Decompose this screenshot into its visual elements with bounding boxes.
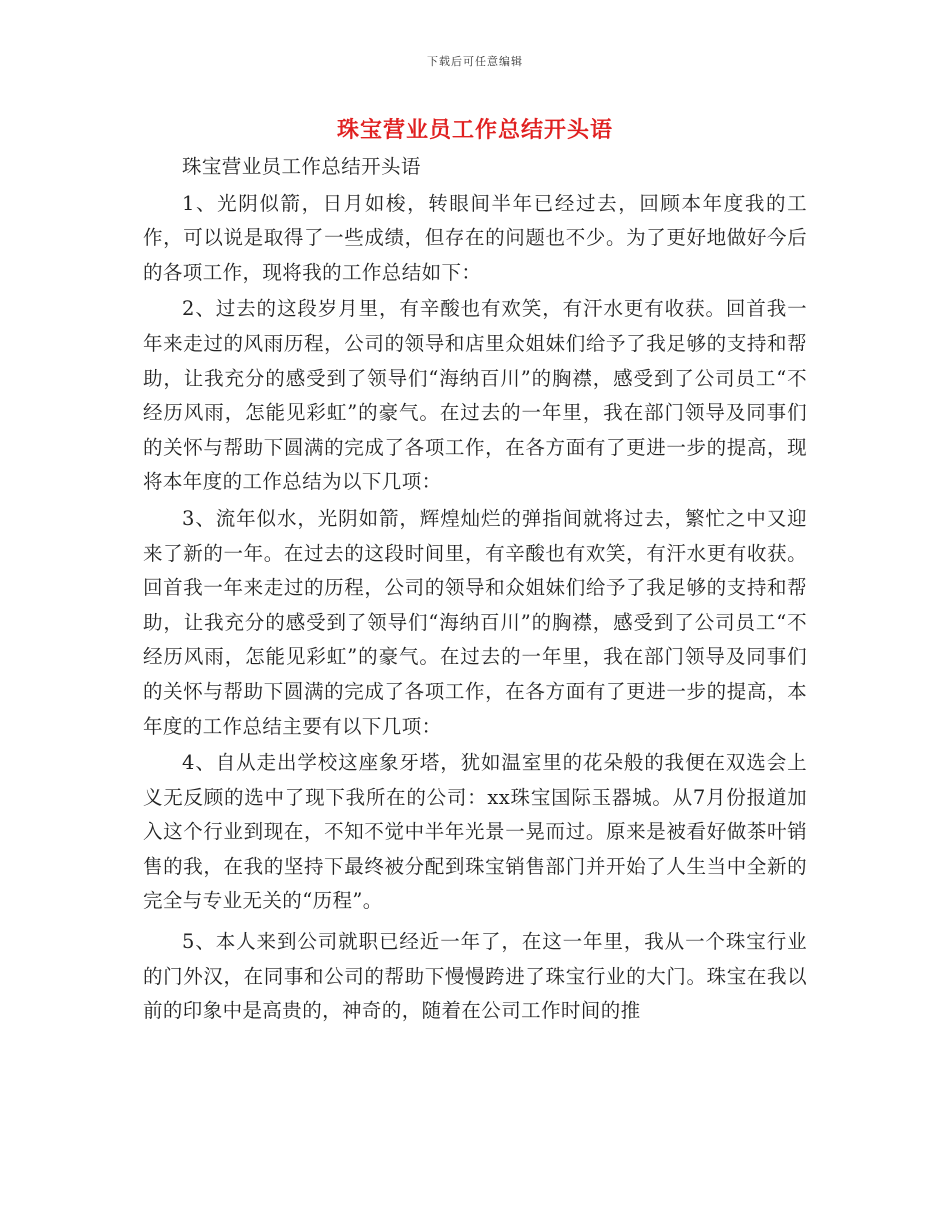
paragraph-5: 5、本人来到公司就职已经近一年了，在这一年里，我从一个珠宝行业的门外汉，在同事和公司的帮助下慢慢跨进了珠宝行业的大门。珠宝在我以前的印象中是高贵的，神奇的，随着在公司工作时间的推 [143, 930, 807, 1023]
paragraph-subtitle: 珠宝营业员工作总结开头语 [182, 155, 421, 178]
paragraph-3: 3、流年似水，光阴如箭，辉煌灿烂的弹指间就将过去，繁忙之中又迎来了新的一年。在过去的这段时间里，有辛酸也有欢笑，有汗水更有收获。回首我一年来走过的历程，公司的领导和众姐妹们给予了我足够的支持和帮助，让我充分的感受到了领导们“海纳百川”的胸襟，感受到了公司员工“不经历风雨，怎能见彩虹”的豪气。在过去的一年里，我在部门领导及同事们的关怀与帮助下圆满的完成了各项工作，在各方面有了更进一步的提高，本年度的工作总结主要有以下几项： [143, 506, 807, 738]
header-note: 下载后可任意编辑 [427, 55, 523, 68]
paragraph-4: 4、自从走出学校这座象牙塔，犹如温室里的花朵般的我便在双选会上义无反顾的选中了现下我所在的公司：xx珠宝国际玉器城。从7月份报道加入这个行业到现在，不知不觉中半年光景一晃而过。原来是被看好做茶叶销售的我，在我的坚持下最终被分配到珠宝销售部门并开始了人生当中全新的完全与专业无关的“历程”。 [143, 751, 807, 913]
paragraph-1: 1、光阴似箭，日月如梭，转眼间半年已经过去，回顾本年度我的工作，可以说是取得了一些成绩，但存在的问题也不少。为了更好地做好今后的各项工作，现将我的工作总结如下： [143, 191, 807, 284]
document-body [143, 150, 807, 1029]
paragraph-2: 2、过去的这段岁月里，有辛酸也有欢笑，有汗水更有收获。回首我一年来走过的风雨历程，公司的领导和店里众姐妹们给予了我足够的支持和帮助，让我充分的感受到了领导们“海纳百川”的胸襟，感受到了公司员工“不经历风雨，怎能见彩虹”的豪气。在过去的一年里，我在部门领导及同事们的关怀与帮助下圆满的完成了各项工作，在各方面有了更进一步的提高，现将本年度的工作总结为以下几项： [143, 297, 807, 494]
document-title: 珠宝营业员工作总结开头语 [336, 117, 613, 143]
